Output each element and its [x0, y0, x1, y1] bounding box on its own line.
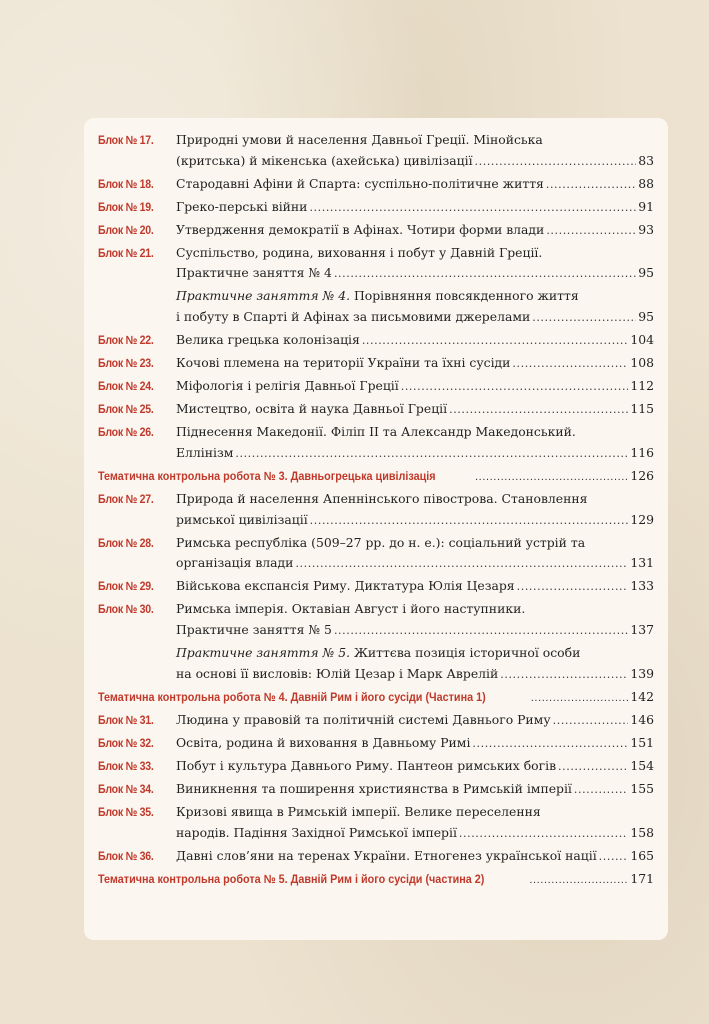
page-number: 137: [630, 621, 654, 637]
toc-entry-test-3[interactable]: [98, 466, 654, 488]
dot-leader: [553, 711, 629, 732]
block-label: Блок № 31.: [98, 712, 154, 727]
block-label: Блок № 36.: [98, 848, 154, 863]
toc-entry-block-35[interactable]: [98, 802, 654, 844]
toc-entry-practical-4[interactable]: [98, 286, 654, 328]
block-label: Блок № 33.: [98, 758, 154, 773]
toc-entry-test-4[interactable]: [98, 687, 654, 709]
dot-leader: [310, 511, 629, 532]
block-label: Блок № 18.: [98, 176, 154, 191]
entry-title: Освіта, родина й виховання в Давньому Римі: [176, 734, 471, 750]
dot-leader: [529, 870, 628, 891]
block-label: Блок № 25.: [98, 402, 154, 417]
dot-leader: [475, 152, 637, 173]
page-number: 95: [638, 265, 654, 281]
page-number: 91: [638, 198, 654, 214]
test-title: Тематична контрольна робота № 4. Давній Рим і його сусіди (Частина 1): [98, 689, 486, 704]
entry-title: Суспільство, родина, виховання і побут у Давній Греції.: [176, 244, 543, 260]
practical-label: Практичне заняття № 5.: [176, 645, 351, 660]
toc-entry-block-27[interactable]: [98, 489, 654, 531]
block-label: Блок № 23.: [98, 356, 154, 371]
toc-entry-test-5[interactable]: [98, 869, 654, 891]
page-number: 139: [630, 665, 654, 681]
toc-entry-practical-5[interactable]: [98, 643, 654, 685]
dot-leader: [574, 780, 628, 801]
dot-leader: [532, 308, 636, 329]
dot-leader: [459, 824, 628, 845]
page-number: 129: [630, 511, 654, 527]
block-label: Блок № 29.: [98, 579, 154, 594]
entry-title: Утвердження демократії в Афінах. Чотири форми влади: [176, 221, 545, 237]
toc-entry-block-33[interactable]: [98, 756, 654, 778]
entry-title: Людина у правовій та політичній системі Давнього Риму: [176, 711, 551, 727]
dot-leader: [517, 577, 629, 598]
toc-entry-block-19[interactable]: [98, 197, 654, 219]
dot-leader: [500, 665, 628, 686]
block-label: Блок № 30.: [98, 602, 154, 617]
toc-entry-block-31[interactable]: [98, 710, 654, 732]
page-number: 158: [630, 824, 654, 840]
entry-title-cont: римської цивілізації: [176, 511, 308, 527]
entry-title: Римська імперія. Октавіан Август і його наступники.: [176, 601, 526, 617]
entry-title: Виникнення та поширення християнства в Римській імперії: [176, 780, 572, 796]
dot-leader: [334, 621, 628, 642]
page-number: 133: [630, 578, 654, 594]
table-of-contents: [84, 118, 668, 940]
practical-label: Практичне заняття № 4.: [176, 288, 351, 304]
entry-title: Побут і культура Давнього Риму. Пантеон римських богів: [176, 757, 557, 773]
page-number: 83: [638, 152, 654, 168]
page-number: 171: [630, 870, 654, 886]
entry-title: Порівняння повсякденного життя: [350, 288, 579, 304]
page-number: 151: [630, 734, 654, 750]
page-number: 88: [638, 175, 654, 191]
dot-leader: [546, 221, 636, 242]
dot-leader: [472, 734, 628, 755]
dot-leader: [334, 264, 636, 285]
entry-title-cont: організація влади: [176, 555, 294, 571]
toc-entry-block-32[interactable]: [98, 733, 654, 755]
entry-title: Стародавні Афіни й Спарта: суспільно-політичне життя: [176, 175, 544, 191]
toc-entry-block-22[interactable]: [98, 330, 654, 352]
block-label: Блок № 28.: [98, 535, 154, 550]
page-number: 126: [630, 468, 654, 484]
entry-title: Мистецтво, освіта й наука Давньої Греції: [176, 401, 448, 417]
page-number: 104: [630, 332, 654, 348]
entry-title-cont: Практичне заняття № 4: [176, 265, 332, 281]
toc-entry-block-24[interactable]: [98, 376, 654, 398]
entry-title: Піднесення Македонії. Філіп ІІ та Александр Македонський.: [176, 424, 576, 440]
toc-entry-block-23[interactable]: [98, 353, 654, 375]
dot-leader: [295, 554, 628, 575]
page-number: 155: [630, 780, 654, 796]
block-label: Блок № 27.: [98, 492, 154, 507]
block-label: Блок № 24.: [98, 379, 154, 394]
entry-title-cont: Еллінізм: [176, 444, 234, 460]
entry-title: Греко-перські війни: [176, 198, 308, 214]
block-label: Блок № 35.: [98, 805, 154, 820]
toc-entry-block-21[interactable]: [98, 243, 654, 285]
entry-title-cont: (критська) й мікенська (ахейська) цивілізації: [176, 152, 473, 168]
page-number: 93: [638, 221, 654, 237]
entry-title: Римська республіка (509–27 рр. до н. е.): соціальний устрій та: [176, 534, 586, 550]
block-label: Блок № 17.: [98, 133, 154, 147]
toc-entry-block-20[interactable]: [98, 220, 654, 242]
dot-leader: [531, 688, 629, 709]
toc-entry-block-29[interactable]: [98, 576, 654, 598]
page-number: 116: [630, 444, 654, 460]
toc-entry-block-25[interactable]: [98, 399, 654, 421]
block-label: Блок № 20.: [98, 222, 154, 237]
entry-title: Кризові явища в Римській імперії. Велике переселення: [176, 804, 541, 820]
dot-leader: [512, 354, 628, 375]
block-label: Блок № 21.: [98, 245, 154, 260]
entry-title-cont: і побуту в Спарті й Афінах за письмовими джерелами: [176, 308, 531, 324]
page-number: 154: [630, 757, 654, 773]
block-label: Блок № 19.: [98, 199, 154, 214]
page-number: 165: [630, 847, 654, 863]
entry-title-cont: Практичне заняття № 5: [176, 621, 332, 637]
page-number: 95: [638, 308, 654, 324]
block-label: Блок № 22.: [98, 333, 154, 348]
page-number: 146: [630, 711, 654, 727]
dot-leader: [235, 444, 628, 465]
dot-leader: [546, 175, 636, 196]
page-number: 115: [630, 401, 654, 417]
entry-title: Військова експансія Риму. Диктатура Юлія Цезаря: [176, 578, 515, 594]
entry-title-cont: на основі її висловів: Юлій Цезар і Марк Аврелій: [176, 665, 499, 681]
dot-leader: [401, 377, 629, 398]
toc-entry-block-26[interactable]: [98, 422, 654, 464]
toc-entry-block-30[interactable]: [98, 599, 654, 641]
page-number: 142: [630, 688, 654, 704]
test-title: Тематична контрольна робота № 5. Давній Рим і його сусіди (частина 2): [98, 871, 485, 886]
entry-title: Велика грецька колонізація: [176, 332, 360, 348]
page-number: 108: [630, 355, 654, 371]
entry-title: Кочові племена на території України та їхні сусіди: [176, 355, 511, 371]
block-label: Блок № 32.: [98, 735, 154, 750]
dot-leader: [475, 467, 628, 488]
dot-leader: [449, 400, 628, 421]
toc-entry-block-28[interactable]: [98, 533, 654, 575]
toc-entry-block-17[interactable]: [98, 130, 654, 172]
page-number: 112: [630, 378, 654, 394]
block-label: Блок № 34.: [98, 781, 154, 796]
toc-entry-block-36[interactable]: [98, 846, 654, 868]
toc-entry-block-18[interactable]: [98, 174, 654, 196]
block-label: Блок № 26.: [98, 425, 154, 440]
dot-leader: [362, 331, 629, 352]
entry-title: Міфологія і релігія Давньої Греції: [176, 378, 399, 394]
entry-title: Природні умови й населення Давньої Греції. Мінойська: [176, 132, 543, 147]
test-title: Тематична контрольна робота № 3. Давньогрецька цивілізація: [98, 469, 436, 484]
entry-title-cont: народів. Падіння Західної Римської імперії: [176, 824, 457, 840]
entry-title: Природа й населення Апеннінського півострова. Становлення: [176, 491, 588, 507]
dot-leader: [599, 847, 629, 868]
toc-entry-block-34[interactable]: [98, 779, 654, 801]
dot-leader: [309, 198, 636, 219]
dot-leader: [558, 757, 628, 778]
page-number: 131: [630, 555, 654, 571]
entry-title: Давні слов’яни на теренах України. Етногенез української нації: [176, 847, 597, 863]
entry-title: Життєва позиція історичної особи: [350, 645, 581, 660]
